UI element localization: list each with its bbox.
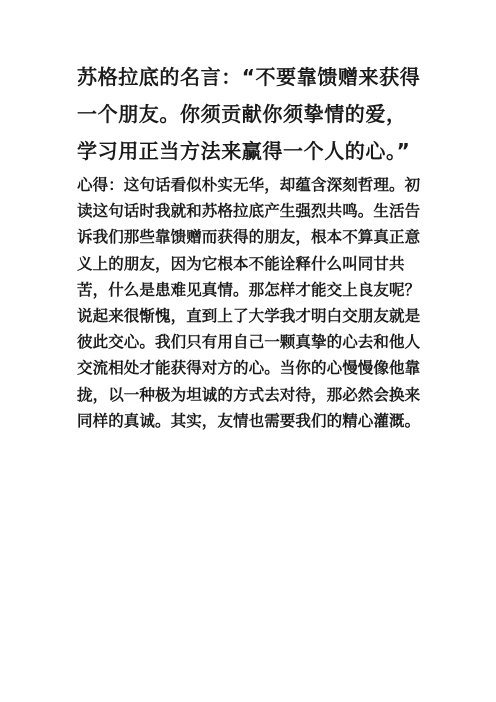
- document-content: [77, 59, 421, 434]
- reflection-paragraph: 心得：这句话看似朴实无华，却蕴含深刻哲理。初读这句话时我就和苏格拉底产生强烈共鸣。生活告诉我们那些靠馈赠而获得的朋友，根本不算真正意义上的朋友，因为它根本不能诠释什么叫同甘共苦，什么是患难见真情。那怎样才能交上良友呢？说起来很惭愧，直到上了大学我才明白交朋友就是彼此交心。我们只有用自己一颗真挚的心去和他人交流相处才能获得对方的心。当你的心慢慢像他靠拢，以一种极为坦诚的方式去对待，那必然会换来同样的真诚。其实，友情也需要我们的精心灌溉。: [77, 176, 421, 430]
- quote-title: 苏格拉底的名言：“不要靠馈赠来获得一个朋友。你须贡献你须挚情的爱，学习用正当方法来赢得一个人的心。”: [77, 65, 421, 163]
